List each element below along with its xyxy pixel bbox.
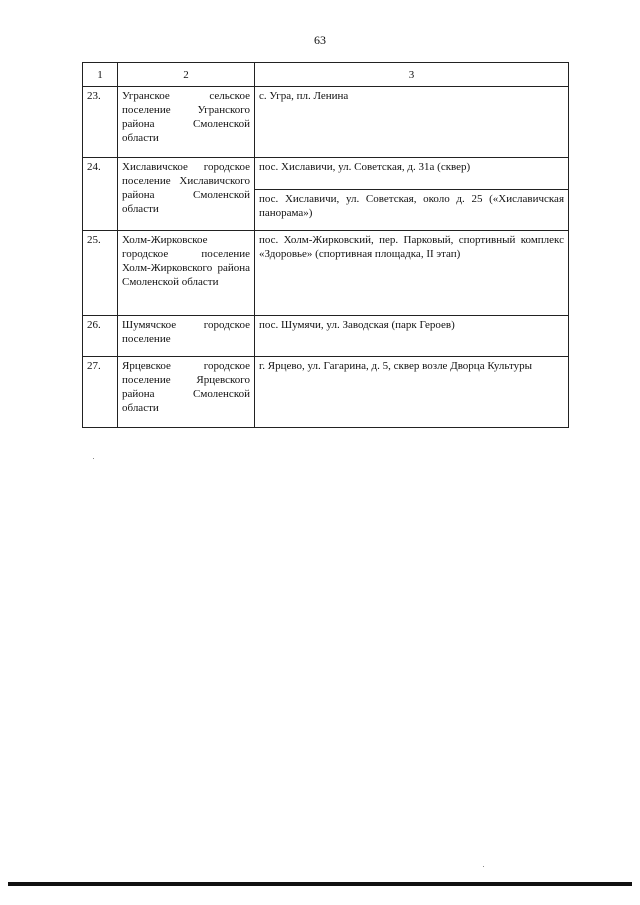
table-row [83,231,569,316]
settlement-name: Хиславичское городское поселение Хиславичского района Смоленской области [118,158,255,231]
settlement-name: Холм-Жирковское городское поселение Холм-Жирковского района Смоленской области [118,231,255,316]
table-row [83,357,569,428]
table-row [83,158,569,190]
scan-speck [93,458,94,459]
bottom-border-line [8,882,632,886]
column-header-3: 3 [255,63,569,87]
settlement-name: Шумячское городское поселение [118,316,255,357]
table-row [83,316,569,357]
table-row [83,87,569,158]
settlement-name: Ярцевское городское поселение Ярцевского района Смоленской области [118,357,255,428]
scan-speck [483,866,484,867]
page-number: 63 [314,33,326,47]
table-header-row [83,63,569,87]
settlement-name: Угранское сельское поселение Угранского района Смоленской области [118,87,255,158]
row-number: 23. [83,87,118,158]
column-header-2: 2 [118,63,255,87]
location-address: с. Угра, пл. Ленина [255,87,569,158]
row-number: 27. [83,357,118,428]
location-address: пос. Холм-Жирковский, пер. Парковый, спортивный комплекс «Здоровье» (спортивная площадка, II этап) [255,231,569,316]
location-address: пос. Шумячи, ул. Заводская (парк Героев) [255,316,569,357]
row-number: 24. [83,158,118,231]
settlements-table [82,62,569,428]
row-number: 25. [83,231,118,316]
location-address: пос. Хиславичи, ул. Советская, около д. 25 («Хиславичская панорама») [255,190,569,231]
location-address: пос. Хиславичи, ул. Советская, д. 31а (сквер) [255,158,569,190]
column-header-1: 1 [83,63,118,87]
row-number: 26. [83,316,118,357]
location-address: г. Ярцево, ул. Гагарина, д. 5, сквер возле Дворца Культуры [255,357,569,428]
